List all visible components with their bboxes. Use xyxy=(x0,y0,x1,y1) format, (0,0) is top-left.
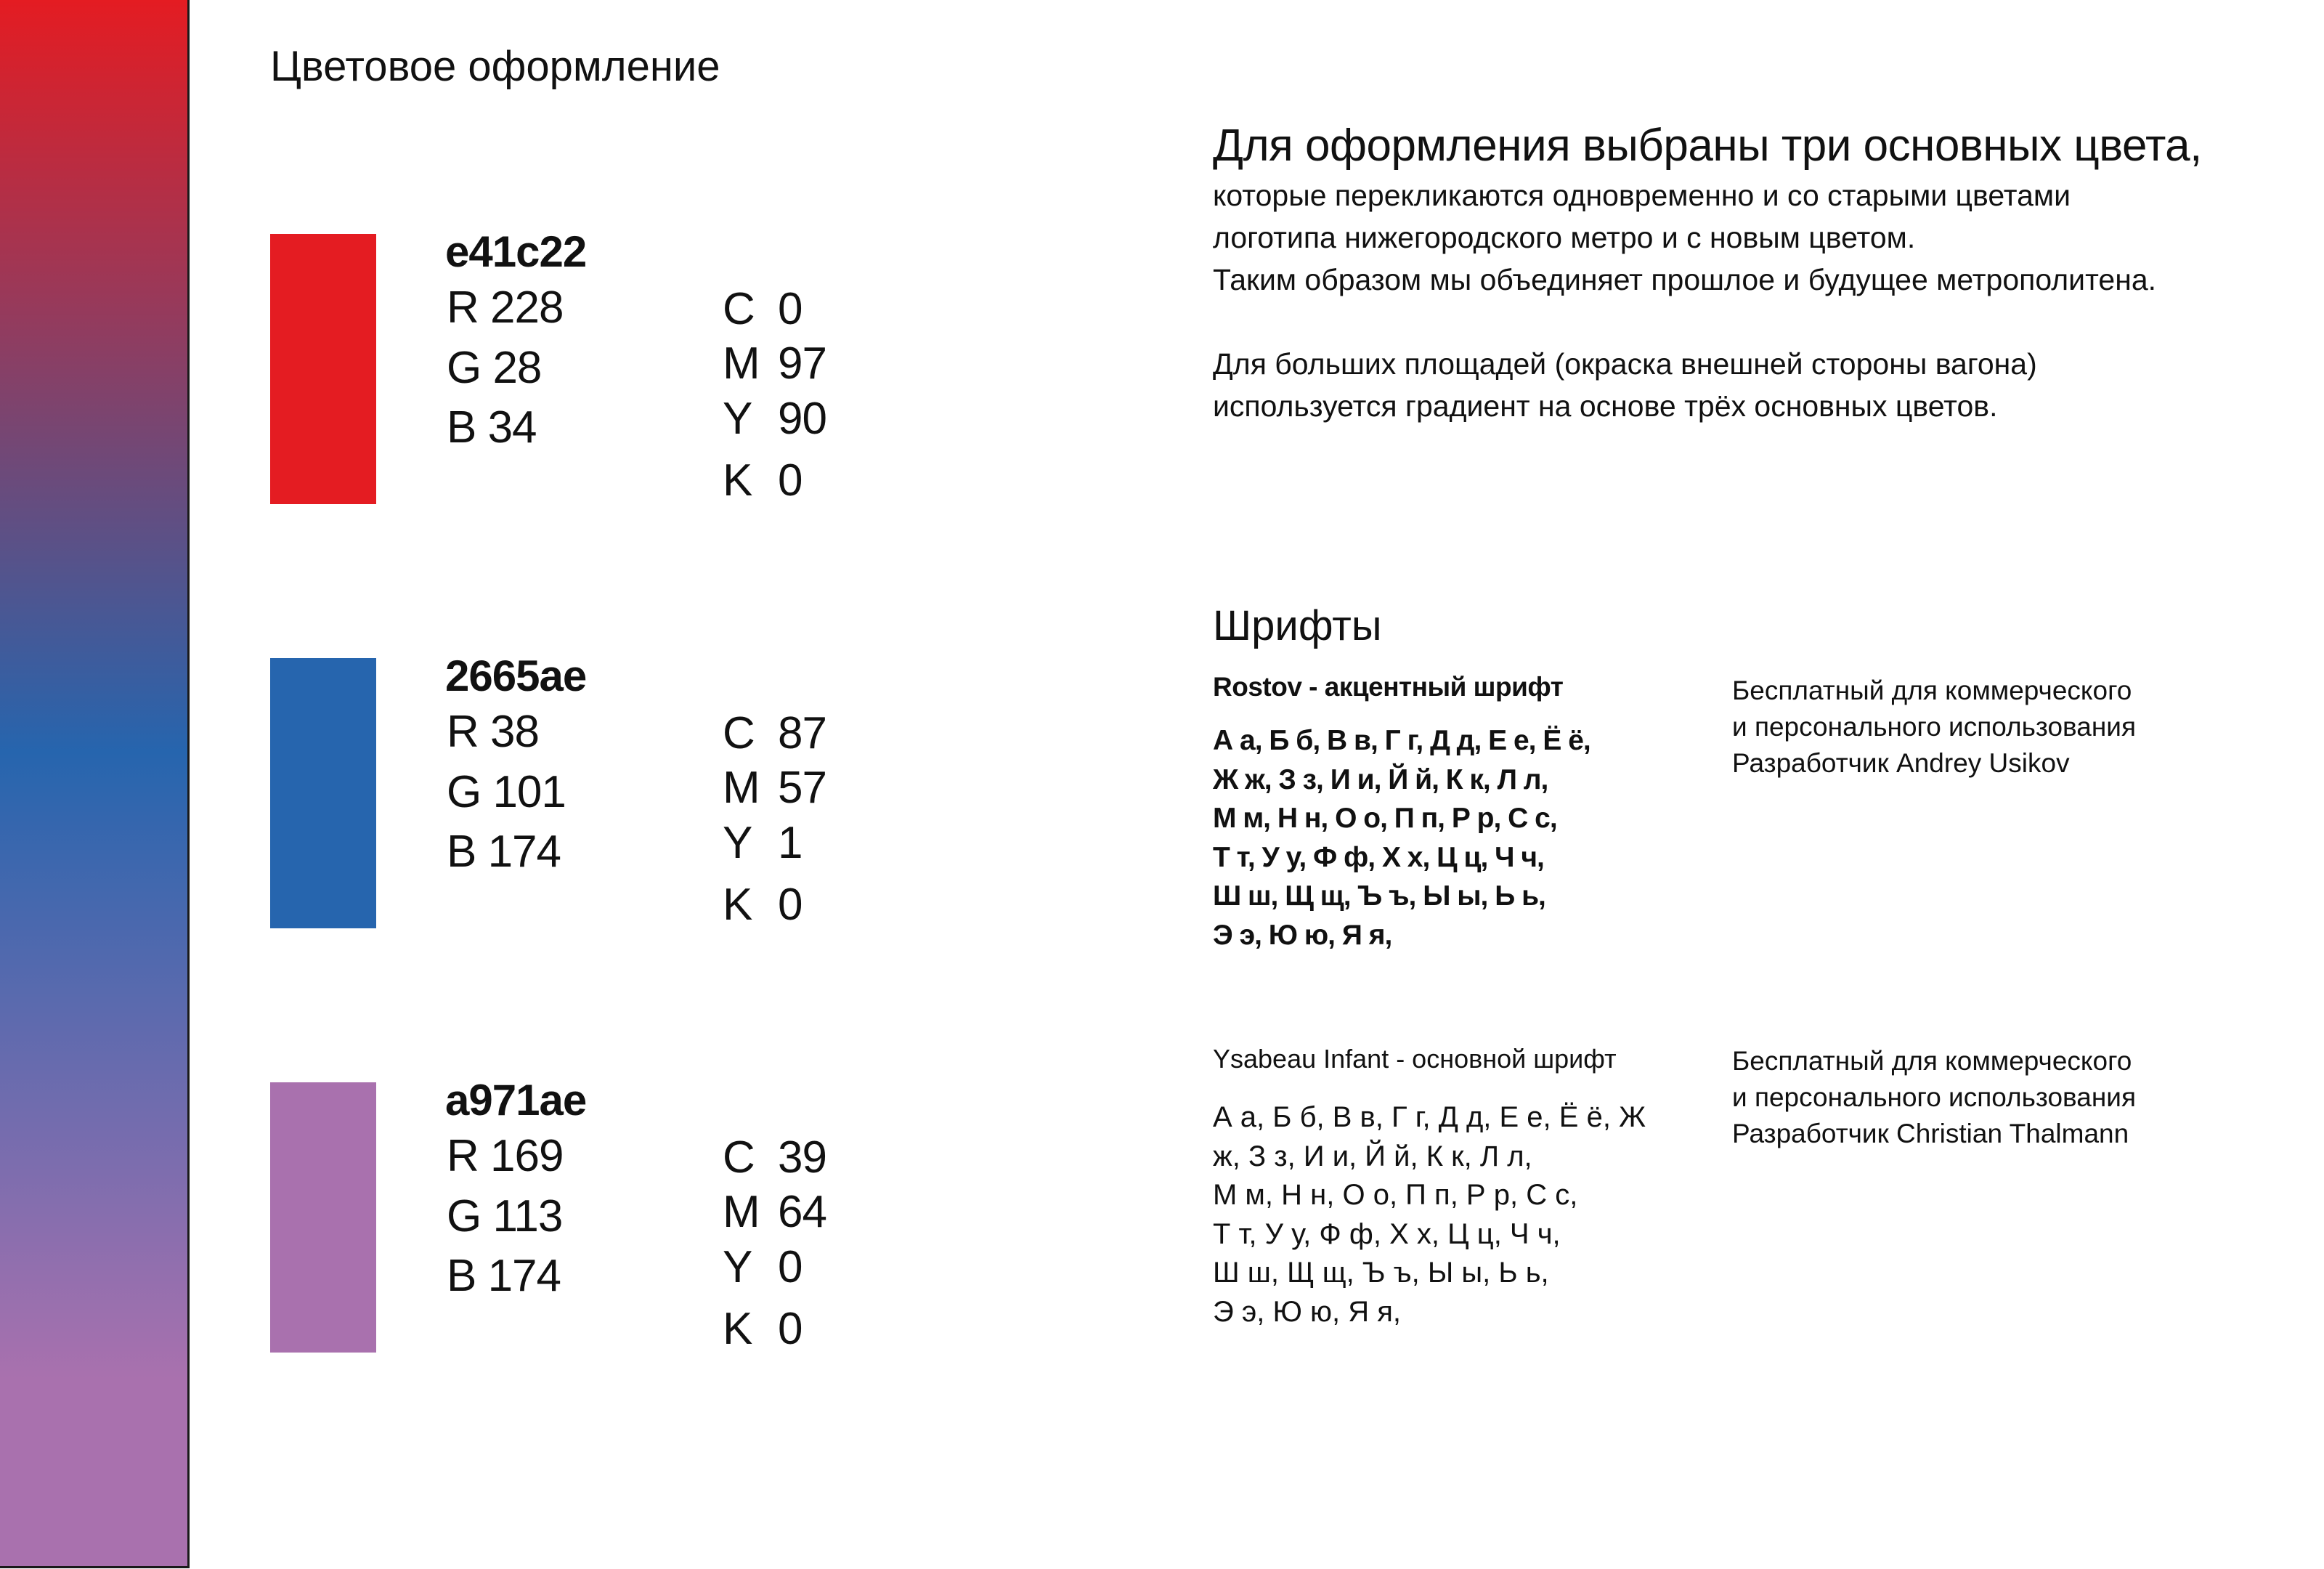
info-line: Разработчик Andrey Usikov xyxy=(1732,748,2070,778)
cmyk-letter: M xyxy=(723,1187,760,1237)
accent-font-label: Rostov - акцентный шрифт xyxy=(1213,672,1564,702)
info-line: и персонального использования xyxy=(1732,712,2136,742)
cmyk-c xyxy=(723,708,826,759)
cmyk-value: 0 xyxy=(778,284,803,334)
cmyk-value: 1 xyxy=(778,818,803,868)
cmyk-value: 39 xyxy=(778,1132,826,1183)
cmyk-letter: C xyxy=(723,1132,755,1183)
accent-font-alphabet xyxy=(1213,721,1590,954)
cmyk-value: 90 xyxy=(778,394,826,444)
cmyk-y xyxy=(723,393,826,445)
description-body xyxy=(1213,174,2156,301)
main-font-alphabet xyxy=(1213,1098,1646,1331)
rgb-g: G 28 xyxy=(447,343,542,393)
description-line: логотипа нижегородского метро и с новым цветом. xyxy=(1213,221,1916,254)
hex-label: a971ae xyxy=(445,1076,587,1124)
cmyk-letter: Y xyxy=(723,1242,752,1292)
alphabet-line: Э э, Ю ю, Я я, xyxy=(1213,1295,1402,1328)
cmyk-letter: M xyxy=(723,763,760,813)
cmyk-letter: M xyxy=(723,338,760,389)
alphabet-line: М м, Н н, О о, П п, Р р, С с, xyxy=(1213,1179,1578,1211)
cmyk-k xyxy=(723,455,802,506)
rgb-g: G 101 xyxy=(447,767,566,817)
cmyk-letter: K xyxy=(723,1304,752,1354)
cmyk-y xyxy=(723,817,802,869)
cmyk-value: 87 xyxy=(778,708,826,758)
rgb-b: B 174 xyxy=(447,827,561,877)
gradient-note xyxy=(1213,343,2037,427)
cmyk-letter: K xyxy=(723,455,752,506)
info-line: Разработчик Christian Thalmann xyxy=(1732,1119,2129,1148)
cmyk-letter: Y xyxy=(723,394,752,444)
cmyk-letter: C xyxy=(723,708,755,758)
cmyk-y xyxy=(723,1241,802,1293)
main-font-info xyxy=(1732,1043,2136,1152)
info-line: и персонального использования xyxy=(1732,1082,2136,1112)
description-line: которые перекликаются одновременно и со старыми цветами xyxy=(1213,179,2071,212)
fonts-heading: Шрифты xyxy=(1213,602,1382,649)
cmyk-letter: K xyxy=(723,880,752,930)
color-swatch-blue xyxy=(270,658,376,928)
rgb-r: R 38 xyxy=(447,707,539,757)
alphabet-line: Э э, Ю ю, Я я, xyxy=(1213,919,1392,951)
hex-label: 2665ae xyxy=(445,652,587,700)
alphabet-line: Ш ш, Щ щ, Ъ ъ, Ы ы, Ь ь, xyxy=(1213,880,1545,912)
accent-font-info xyxy=(1732,673,2136,782)
rgb-g: G 113 xyxy=(447,1191,563,1241)
cmyk-k xyxy=(723,1303,802,1355)
cmyk-value: 57 xyxy=(778,763,826,813)
rgb-b: B 34 xyxy=(447,402,537,453)
description-line: Таким образом мы объединяет прошлое и будущее метрополитена. xyxy=(1213,263,2157,296)
gradient-bar xyxy=(0,0,190,1568)
alphabet-line: Ш ш, Щ щ, Ъ ъ, Ы ы, Ь ь, xyxy=(1213,1257,1549,1289)
main-font-label: Ysabeau Infant - основной шрифт xyxy=(1213,1044,1617,1074)
alphabet-line: Т т, У у, Ф ф, Х х, Ц ц, Ч ч, xyxy=(1213,1217,1561,1250)
cmyk-value: 0 xyxy=(778,1242,803,1292)
cmyk-letter: Y xyxy=(723,818,752,868)
page-title: Цветовое оформление xyxy=(270,43,720,90)
cmyk-value: 64 xyxy=(778,1187,826,1237)
cmyk-m xyxy=(723,338,826,389)
cmyk-value: 0 xyxy=(778,880,803,930)
gradient-note-line: Для больших площадей (окраска внешней стороны вагона) xyxy=(1213,347,2037,381)
color-swatch-red xyxy=(270,234,376,504)
color-swatch-purple xyxy=(270,1082,376,1353)
alphabet-line: М м, Н н, О о, П п, Р р, С с, xyxy=(1213,803,1557,834)
cmyk-letter: C xyxy=(723,284,755,334)
cmyk-m xyxy=(723,1186,826,1238)
alphabet-line: Ж ж, З з, И и, Й й, К к, Л л, xyxy=(1213,763,1548,795)
alphabet-line: А а, Б б, В в, Г г, Д д, Е е, Ё ё, xyxy=(1213,725,1590,756)
rgb-r: R 228 xyxy=(447,283,564,333)
rgb-r: R 169 xyxy=(447,1131,564,1181)
cmyk-c xyxy=(723,283,802,335)
description-lead: Для оформления выбраны три основных цвета, xyxy=(1213,121,2202,171)
alphabet-line: Т т, У у, Ф ф, Х х, Ц ц, Ч ч, xyxy=(1213,841,1544,873)
cmyk-value: 0 xyxy=(778,1304,803,1354)
cmyk-c xyxy=(723,1132,826,1183)
gradient-note-line: используется градиент на основе трёх основных цветов. xyxy=(1213,389,1998,423)
cmyk-k xyxy=(723,879,802,931)
info-line: Бесплатный для коммерческого xyxy=(1732,1046,2132,1076)
rgb-b: B 174 xyxy=(447,1251,561,1301)
cmyk-value: 97 xyxy=(778,338,826,389)
info-line: Бесплатный для коммерческого xyxy=(1732,676,2132,705)
cmyk-value: 0 xyxy=(778,455,803,506)
alphabet-line: ж, З з, И и, Й й, К к, Л л, xyxy=(1213,1140,1532,1172)
alphabet-line: А а, Б б, В в, Г г, Д д, Е е, Ё ё, Ж xyxy=(1213,1101,1646,1133)
cmyk-m xyxy=(723,762,826,814)
hex-label: e41c22 xyxy=(445,227,587,276)
